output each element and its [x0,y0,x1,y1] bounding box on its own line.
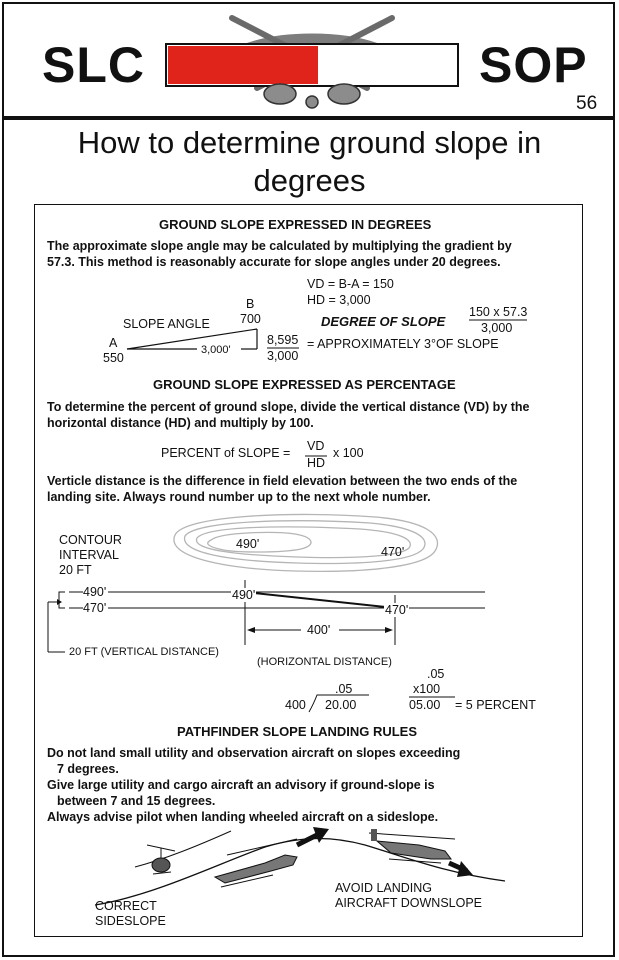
badge-hilt-right [328,84,360,104]
percent-result: = 5 PERCENT [455,698,536,712]
percent-formula-label: PERCENT of SLOPE = [161,446,291,460]
avoid-line2: AIRCRAFT DOWNSLOPE [335,896,483,910]
contour-label-line2: INTERVAL [59,548,119,562]
content-panel [34,204,583,937]
section1-body-line2: 57.3. This method is reasonably accurate for slope angles under 20 degrees. [47,255,501,269]
formula-numerator: 150 x 57.3 [469,305,528,319]
ratio-denominator: 3,000 [267,349,299,363]
rule3: Always advise pilot when landing wheeled aircraft on a sideslope. [47,810,439,824]
page-number: 56 [576,93,598,114]
multiply-factor: x100 [413,682,441,696]
contour-470-label: 470' [381,545,405,559]
section2-body-line2: horizontal distance (HD) and multiply by 100. [47,416,314,430]
slope-angle-label: SLOPE ANGLE [123,317,210,331]
badge-bar-red [168,46,318,84]
vertical-distance-label: 20 FT (VERTICAL DISTANCE) [69,646,219,658]
arrow-down-icon [449,861,473,877]
section2-note-line2: landing site. Always round number up to the next whole number. [47,490,431,504]
helicopter-small-icon [147,845,175,874]
formula-denominator: 3,000 [481,321,513,335]
page-title: How to determine ground slope in degrees [77,125,542,198]
rule2-line1: Give large utility and cargo aircraft an advisory if ground-slope is [47,778,435,792]
distance-label: 3,000' [201,344,231,356]
avoid-line1: AVOID LANDING [335,881,433,895]
division-divisor: 400 [285,698,306,712]
end-470-label: 470' [385,603,409,617]
helicopter-right-icon [369,829,455,863]
percent-formula-denominator: HD [307,456,326,470]
contour-label-line3: 20 FT [59,563,92,577]
correct-line1: CORRECT [95,899,157,913]
badge-hilt-left [264,84,296,104]
b-value: 700 [240,312,261,326]
multiply-top: .05 [427,667,445,681]
rule2-line2: between 7 and 15 degrees. [57,794,216,808]
multiply-result: 05.00 [409,698,441,712]
division-quotient: .05 [335,682,353,696]
contour-490-label: 490' [236,537,260,551]
section1-body-line1: The approximate slope angle may be calculated by multiplying the gradient by [47,239,512,253]
horizontal-distance-label: (HORIZONTAL DISTANCE) [257,656,392,668]
ratio-numerator: 8,595 [267,333,299,347]
rule1-line2: 7 degrees. [57,762,119,776]
correct-line2: SIDESLOPE [95,914,166,928]
side-490-label: 490' [83,585,107,599]
rule1-line1: Do not land small utility and observation aircraft on slopes exceeding [47,746,461,760]
percent-formula-multiplier: x 100 [333,446,364,460]
contour-label-line1: CONTOUR [59,533,122,547]
point-a-label: A [109,336,118,350]
section2-heading: GROUND SLOPE EXPRESSED AS PERCENTAGE [153,377,456,392]
helicopter-attack-icon [215,839,297,887]
side-470-label: 470' [83,601,107,615]
section2-body-line1: To determine the percent of ground slope, divide the vertical distance (VD) by the [47,400,530,414]
degree-of-slope-label: DEGREE OF SLOPE [321,314,446,329]
section1-heading: GROUND SLOPE EXPRESSED IN DEGREES [159,217,432,232]
landing-illustration [35,205,584,938]
vd-text: VD = B-A = 150 [307,277,394,291]
badge-knot [306,96,318,108]
header-right-text: SOP [479,37,588,93]
point-b-label: B [246,297,255,311]
arrow-up-icon [297,827,329,845]
a-value: 550 [103,351,124,365]
combat-badge-icon [162,6,462,114]
mid-490-label: 490' [232,588,256,602]
division-dividend: 20.00 [325,698,357,712]
percent-formula-numerator: VD [307,439,325,453]
horizontal-distance-value: 400' [307,623,331,637]
approx-result: = APPROXIMATELY 3°OF SLOPE [307,337,499,351]
header-left-text: SLC [42,37,145,93]
hd-text: HD = 3,000 [307,293,371,307]
header [2,2,615,120]
section2-note-line1: Verticle distance is the difference in field elevation between the two ends of the [47,474,518,488]
section3-heading: PATHFINDER SLOPE LANDING RULES [177,724,418,739]
